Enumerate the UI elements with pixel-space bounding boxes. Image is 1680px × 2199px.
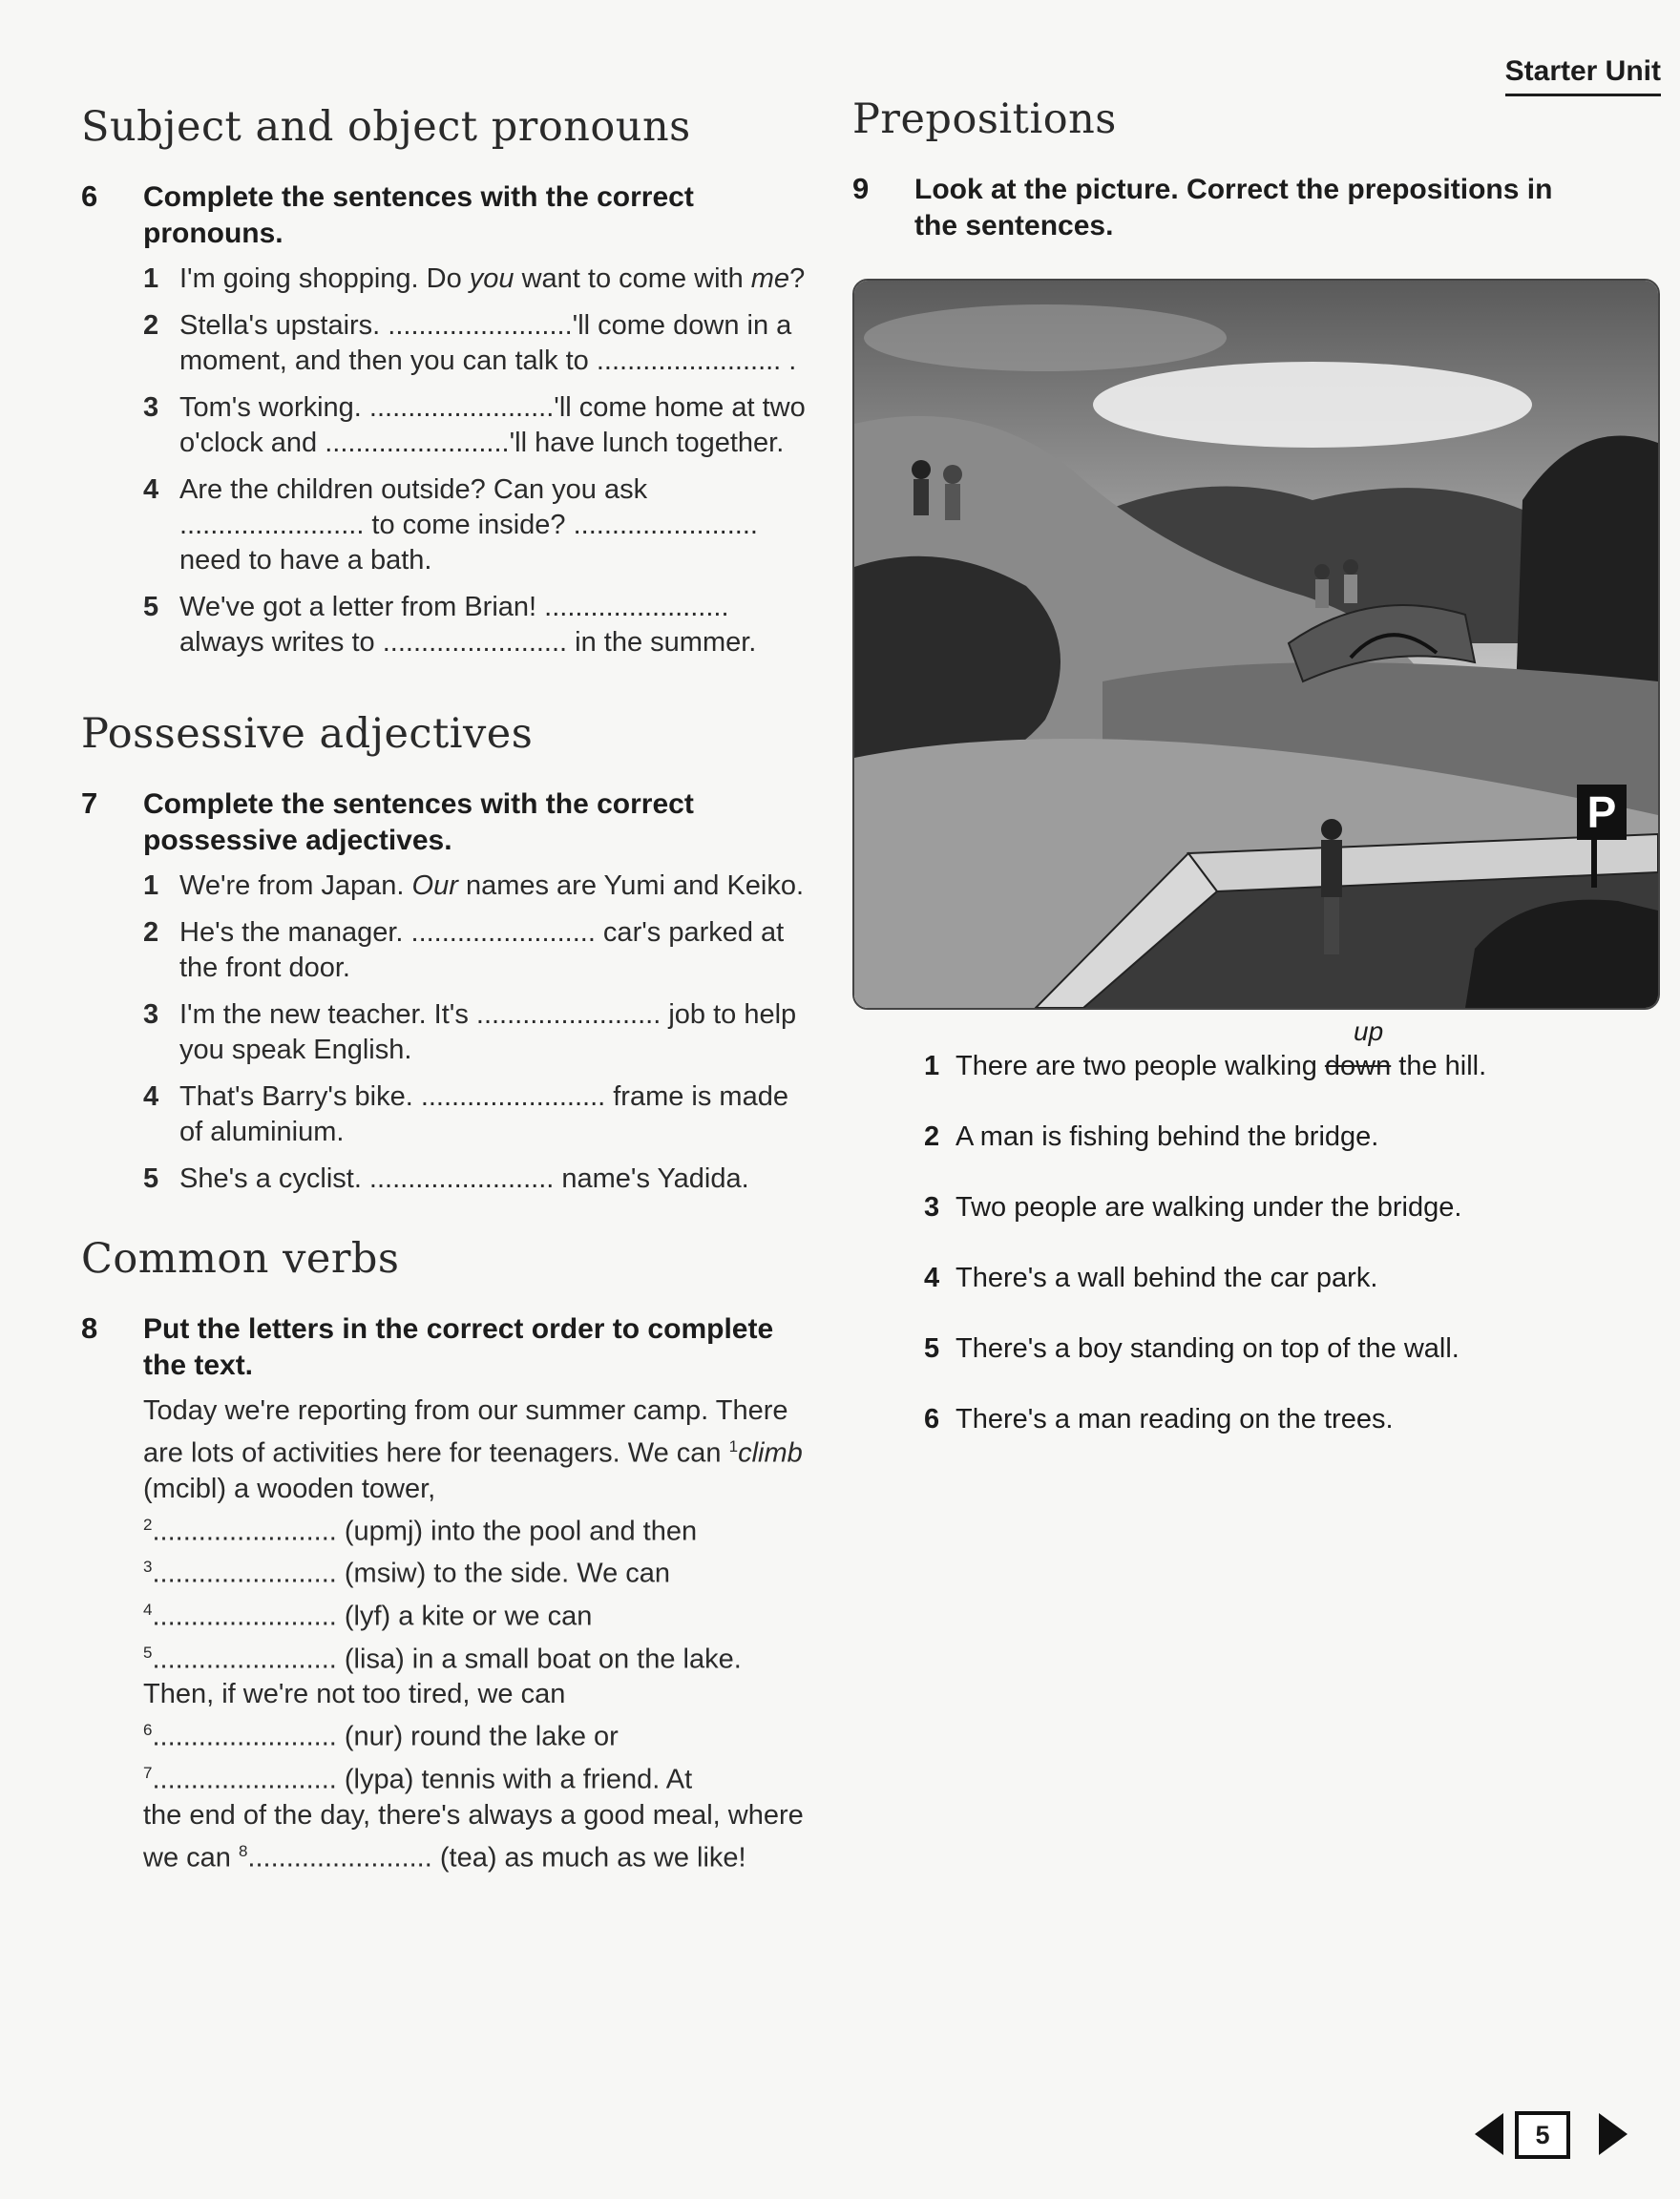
list-item[interactable] bbox=[924, 1330, 1673, 1401]
text-run: ........................ (lypa) tennis with a friend. At bbox=[152, 1764, 693, 1795]
text-run: ........................ (nur) round the lake or bbox=[152, 1721, 619, 1752]
item-text: the hill. bbox=[1391, 1051, 1487, 1081]
exercise-6 bbox=[81, 179, 807, 660]
item-text: names are Yumi and Keiko. bbox=[457, 870, 805, 901]
exercise-number: 7 bbox=[81, 786, 98, 820]
text-run: ........................ (upmj) into the pool and then bbox=[152, 1516, 698, 1547]
unit-label: Starter Unit bbox=[1505, 55, 1661, 96]
list-item[interactable] bbox=[143, 997, 807, 1068]
text-run: (mcibl) a wooden tower, bbox=[143, 1473, 436, 1504]
list-item[interactable] bbox=[924, 1401, 1673, 1472]
exercise-number: 6 bbox=[81, 179, 98, 213]
item-text: Two people are walking under the bridge. bbox=[956, 1192, 1462, 1223]
item-number: 2 bbox=[924, 1121, 940, 1152]
item-text: We're from Japan. bbox=[179, 870, 412, 901]
item-number: 4 bbox=[924, 1263, 940, 1293]
example-answer: Our bbox=[411, 870, 458, 901]
item-number: 2 bbox=[143, 917, 159, 948]
text-run: the end of the day, there's always a good meal, where we can bbox=[143, 1799, 804, 1874]
item-text: want to come with bbox=[514, 263, 751, 294]
section-possessive bbox=[81, 710, 807, 1197]
exercise-9 bbox=[852, 172, 1673, 244]
left-column bbox=[81, 103, 807, 1875]
section-title: Subject and object pronouns bbox=[81, 103, 691, 151]
section-common-verbs bbox=[81, 1235, 807, 1875]
gap-number: 5 bbox=[143, 1643, 153, 1662]
correction-word: up bbox=[1354, 1016, 1384, 1046]
item-text: A man is fishing behind the bridge. bbox=[956, 1121, 1379, 1152]
gap-number: 1 bbox=[728, 1437, 739, 1456]
gap-number: 7 bbox=[143, 1763, 153, 1782]
item-text: I'm the new teacher. It's ........................ job to help you speak English. bbox=[179, 999, 797, 1065]
scene-illustration bbox=[852, 279, 1660, 1010]
item-text: There's a wall behind the car park. bbox=[956, 1263, 1378, 1293]
list-item[interactable] bbox=[924, 1260, 1673, 1330]
gap-number: 3 bbox=[143, 1558, 153, 1577]
gap-number: 6 bbox=[143, 1721, 153, 1740]
exercise-7 bbox=[81, 786, 807, 1197]
list-item[interactable] bbox=[143, 472, 807, 578]
item-number: 5 bbox=[924, 1333, 940, 1364]
item-text: We've got a letter from Brian! ........................ always writes to ........................ in the summer. bbox=[179, 592, 757, 658]
section-pronouns bbox=[81, 103, 807, 660]
text-run: ........................ (lisa) in a small boat on the lake. bbox=[152, 1644, 742, 1675]
section-title: Prepositions bbox=[852, 95, 1117, 143]
item-number: 4 bbox=[143, 1081, 159, 1112]
item-text: There are two people walking bbox=[956, 1051, 1325, 1081]
item-number: 5 bbox=[143, 592, 159, 622]
right-column bbox=[852, 95, 1673, 1472]
parking-sign: P bbox=[1577, 785, 1627, 840]
list-item[interactable] bbox=[924, 1016, 1673, 1119]
exercise-instruction: Put the letters in the correct order to complete the text. bbox=[143, 1313, 774, 1381]
item-number: 5 bbox=[143, 1163, 159, 1194]
text-run: ........................ (tea) as much as we like! bbox=[247, 1842, 746, 1874]
list-item[interactable] bbox=[143, 915, 807, 986]
exercise-number: 8 bbox=[81, 1311, 98, 1345]
prev-page-arrow-icon[interactable] bbox=[1475, 2113, 1503, 2155]
example-answer: you bbox=[469, 263, 514, 294]
text-run: Then, if we're not too tired, we can bbox=[143, 1679, 566, 1710]
item-text: Stella's upstairs. ........................'ll come down in a moment, and then you can talk to ........................ . bbox=[179, 310, 797, 376]
item-text: Tom's working. ........................'ll come home at two o'clock and ........................'ll have lunch together. bbox=[179, 392, 806, 458]
list-item[interactable] bbox=[143, 1162, 807, 1197]
item-number: 1 bbox=[143, 870, 159, 901]
text-run: ........................ (msiw) to the side. We can bbox=[152, 1558, 671, 1589]
page-number: 5 bbox=[1515, 2111, 1570, 2159]
text-run: Today we're reporting from our summer camp. There are lots of activities here for teenagers. We can bbox=[143, 1395, 788, 1469]
item-number: 3 bbox=[924, 1192, 940, 1223]
gap-number: 2 bbox=[143, 1515, 153, 1534]
section-title: Common verbs bbox=[81, 1235, 400, 1283]
item-text: I'm going shopping. Do bbox=[179, 263, 470, 294]
list-item[interactable] bbox=[924, 1119, 1673, 1189]
list-item bbox=[143, 262, 807, 297]
exercise-instruction: Complete the sentences with the correct pronouns. bbox=[143, 181, 694, 249]
list-item bbox=[143, 869, 807, 904]
item-text: She's a cyclist. ........................ name's Yadida. bbox=[179, 1163, 749, 1194]
item-text: There's a boy standing on top of the wall. bbox=[956, 1333, 1460, 1364]
item-number: 3 bbox=[143, 999, 159, 1030]
list-item[interactable] bbox=[143, 1079, 807, 1150]
item-number: 1 bbox=[924, 1051, 940, 1081]
item-number: 1 bbox=[143, 263, 159, 294]
exercise-instruction: Look at the picture. Correct the prepositions in the sentences. bbox=[914, 174, 1553, 241]
next-page-arrow-icon[interactable] bbox=[1599, 2113, 1628, 2155]
item-text: That's Barry's bike. ........................ frame is made of aluminium. bbox=[179, 1081, 788, 1147]
gap-number: 8 bbox=[238, 1841, 248, 1860]
item-number: 4 bbox=[143, 474, 159, 505]
exercise-number: 9 bbox=[852, 172, 870, 205]
verbs-text[interactable] bbox=[143, 1393, 807, 1875]
example-answer: climb bbox=[738, 1437, 803, 1469]
prepositions-list bbox=[852, 1016, 1673, 1472]
example-answer: me bbox=[750, 263, 790, 294]
exercise-8 bbox=[81, 1311, 807, 1875]
item-text: He's the manager. ........................ car's parked at the front door. bbox=[179, 917, 785, 983]
section-title: Possessive adjectives bbox=[81, 710, 534, 758]
struck-word: down bbox=[1324, 1051, 1392, 1081]
item-number: 6 bbox=[924, 1404, 940, 1435]
item-text: Are the children outside? Can you ask ........................ to come inside? ........................ need to have a bath. bbox=[179, 474, 758, 576]
item-text: There's a man reading on the trees. bbox=[956, 1404, 1394, 1435]
item-text: ? bbox=[789, 263, 806, 294]
list-item[interactable] bbox=[924, 1189, 1673, 1260]
list-item[interactable] bbox=[143, 308, 807, 379]
item-number: 3 bbox=[143, 392, 159, 423]
exercise-instruction: Complete the sentences with the correct possessive adjectives. bbox=[143, 788, 694, 856]
page-navigation bbox=[1475, 2107, 1628, 2161]
list-item[interactable] bbox=[143, 390, 807, 461]
gap-number: 4 bbox=[143, 1600, 153, 1619]
text-run: ........................ (lyf) a kite or we can bbox=[152, 1601, 593, 1632]
item-number: 2 bbox=[143, 310, 159, 341]
list-item[interactable] bbox=[143, 590, 807, 660]
